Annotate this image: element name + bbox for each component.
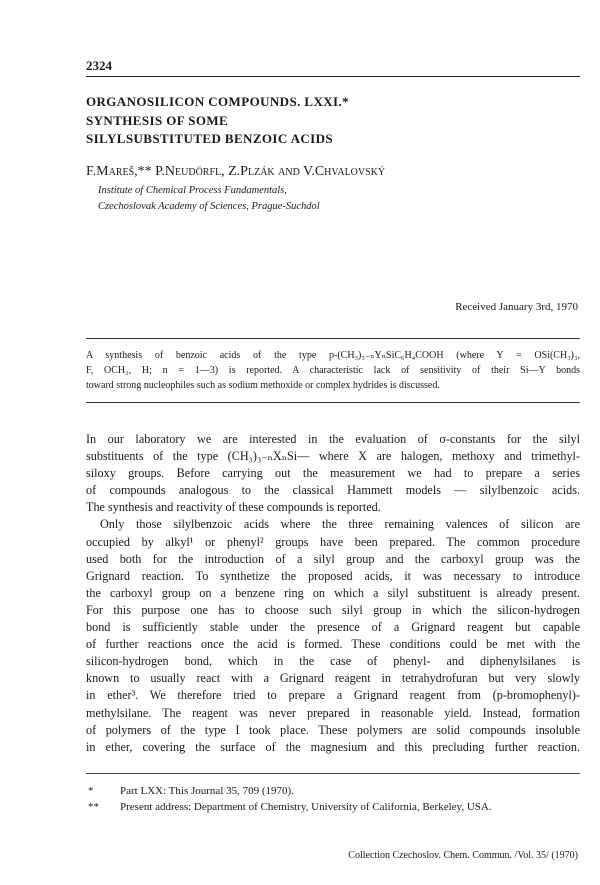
abstract-line: toward strong nucleophiles such as sodium methoxide or complex hydrides is discussed. (86, 380, 440, 391)
body-text (86, 431, 580, 756)
body-line: the carboxyl group on a benzene ring on which a silyl substituent is already present. (86, 585, 580, 600)
page-number: 2324 (86, 58, 112, 73)
affiliation (98, 183, 578, 215)
body-line: of further reactions once the acid is formed. These conditions could be met with the (86, 637, 580, 652)
abstract-bottom-rule (86, 402, 580, 403)
body-line: occupied by alkyl¹ or phenyl² groups have been prepared. The common procedure (86, 534, 580, 549)
abstract-line: F, OCH₃, H; n = 1—3) is reported. A characteristic lack of sensitivity of their Si—Y bonds (86, 365, 580, 376)
title-line: ORGANOSILICON COMPOUNDS. LXXI.* (86, 94, 350, 109)
body-line: silicon-hydrogen bond, which in the case of phenyl- and diphenylsilanes is (86, 654, 580, 669)
body-line: For this purpose one has to choose such silyl group in which the silicon-hydrogen (86, 602, 580, 617)
footnote (86, 799, 580, 815)
body-line: siloxy groups. Before carrying out the measurement we had to prepare a series (86, 466, 580, 481)
footnote (86, 783, 580, 799)
body-line: in ether, covering the surface of the magnesium and this precluding further reaction. (86, 739, 580, 754)
body-line: of polymers of the type I took place. These polymers are solid compounds insoluble (86, 722, 580, 737)
body-line: in ether³. We therefore tried to prepare a Grignard reagent from (p-bromophenyl)- (86, 688, 580, 703)
body-line: known to usually react with a Grignard reagent in tetrahydrofuran but very slowly (86, 671, 580, 686)
body-line: substituents of the type (CH₃)₃₋ₙXₙSi— where X are halogen, methoxy and trimethyl- (86, 449, 580, 464)
footnote-text: Present address: Department of Chemistry, University of California, Berkeley, USA. (120, 801, 492, 813)
footnotes (86, 783, 580, 815)
title-line: SYNTHESIS OF SOME (86, 112, 229, 128)
abstract (86, 348, 580, 393)
body-line: bond is sufficiently stable under the presence of a Grignard reagent but capable (86, 620, 580, 635)
footnote-rule (86, 773, 580, 774)
header-rule (86, 76, 580, 77)
affiliation-line: Czechoslovak Academy of Sciences, Prague-Suchdol (98, 201, 320, 212)
journal-footer: Collection Czechoslov. Chem. Commun. /Vol. 35/ (1970) (348, 850, 578, 861)
body-line: of compounds analogous to the classical Hammett models — silylbenzoic acids. (86, 483, 580, 498)
body-line: methylsilane. The reagent was never prepared in reasonable yield. Instead, formation (86, 705, 580, 720)
article-title (86, 93, 576, 149)
title-line: SILYLSUBSTITUTED BENZOIC ACIDS (86, 131, 334, 146)
abstract-top-rule (86, 338, 580, 339)
received-date: Received January 3rd, 1970 (455, 301, 578, 313)
body-line: The synthesis and reactivity of these compounds is reported. (86, 500, 381, 515)
abstract-line: A synthesis of benzoic acids of the type p-(CH₃)₃₋ₙYₙSiC₆H₄COOH (where Y = OSi(CH₃)₃, (86, 350, 580, 361)
body-line: Only those silylbenzoic acids where the three remaining valences of silicon are (100, 517, 580, 532)
body-line: In our laboratory we are interested in the evaluation of σ-constants for the silyl (86, 432, 580, 446)
footnote-mark: * (88, 785, 94, 797)
body-line: Grignard reaction. To synthetize the proposed acids, it was necessary to introduce (86, 568, 580, 583)
body-line: used both for the introduction of a silyl group and the carboxyl group was the (86, 551, 580, 566)
footnote-text: Part LXX: This Journal 35, 709 (1970). (120, 785, 294, 797)
affiliation-line: Institute of Chemical Process Fundamentals, (98, 185, 287, 196)
author-list: F.Mareš,** P.Neudörfl, Z.Plzák and V.Chvalovský (86, 164, 386, 179)
footnote-mark: ** (88, 801, 99, 813)
